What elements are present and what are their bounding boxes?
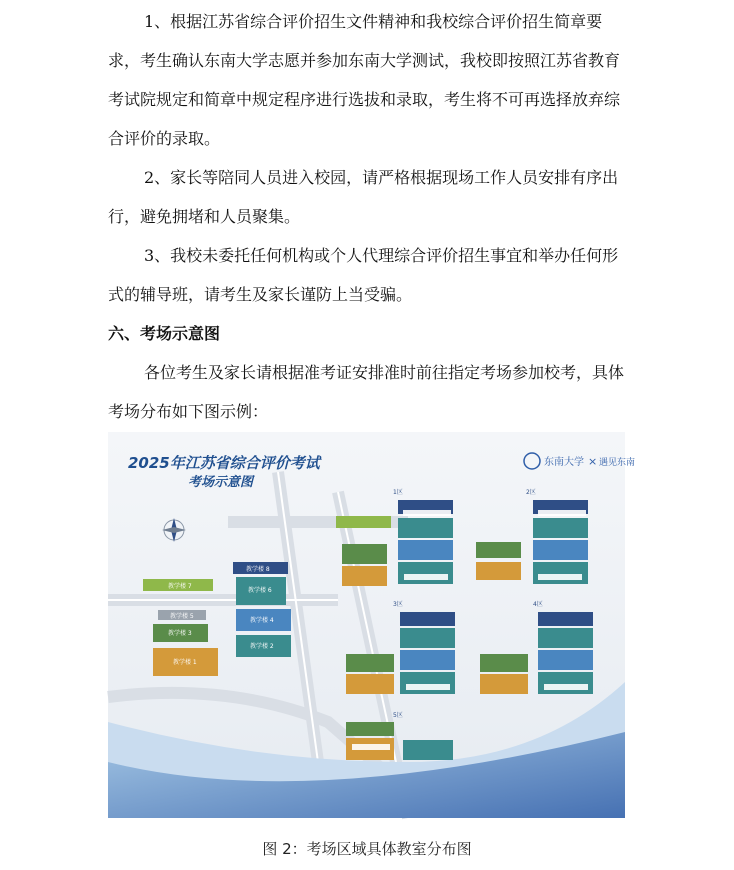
paragraph-4: 各位考生及家长请根据准考证安排准时前往指定考场参加校考，具体考场分布如下图示例： (108, 363, 625, 421)
logo-text: 东南大学 (544, 457, 584, 468)
svg-text:教学楼 1: 教学楼 1 (173, 659, 197, 666)
svg-text:3区: 3区 (393, 601, 403, 608)
svg-text:教学楼 2: 教学楼 2 (250, 643, 274, 650)
section-heading: 六、考场示意图 (108, 324, 221, 343)
svg-text:教学楼 5: 教学楼 5 (170, 613, 194, 620)
svg-text:4区: 4区 (533, 601, 543, 608)
logo-cross: × (588, 455, 598, 468)
map-title-line2: 考场示意图 (188, 475, 254, 490)
figure-caption: 图 2：考场区域具体教室分布图 (262, 840, 472, 858)
svg-text:教学楼 8: 教学楼 8 (246, 566, 270, 573)
map-title-line1: 2025年江苏省综合评价考试 (128, 454, 320, 472)
paragraph-2: 2、家长等陪同人员进入校园，请严格根据现场工作人员安排有序出行，避免拥堵和人员聚集。 (108, 168, 619, 226)
exam-map (108, 432, 636, 818)
svg-text:教学楼 6: 教学楼 6 (248, 587, 272, 594)
paragraph-3: 3、我校未委托任何机构或个人代理综合评价招生事宜和举办任何形式的辅导班，请考生及家长谨防上当受骗。 (108, 246, 619, 304)
paragraph-1: 1、根据江苏省综合评价招生文件精神和我校综合评价招生简章要求，考生确认东南大学志愿并参加东南大学测试，我校即按照江苏省教育考试院规定和简章中规定程序进行选拔和录取，考生将不可再选择放弃综合评价的录取。 (108, 12, 621, 148)
exam-map-figure (108, 432, 636, 818)
svg-text:5区: 5区 (393, 712, 403, 719)
logo-side-text: 遇见东南 (599, 458, 636, 468)
svg-text:1区: 1区 (393, 489, 403, 496)
svg-text:教学楼 7: 教学楼 7 (168, 583, 192, 590)
svg-text:教学楼 4: 教学楼 4 (250, 617, 274, 624)
svg-text:教学楼 3: 教学楼 3 (168, 630, 192, 637)
svg-text:2区: 2区 (526, 489, 536, 496)
